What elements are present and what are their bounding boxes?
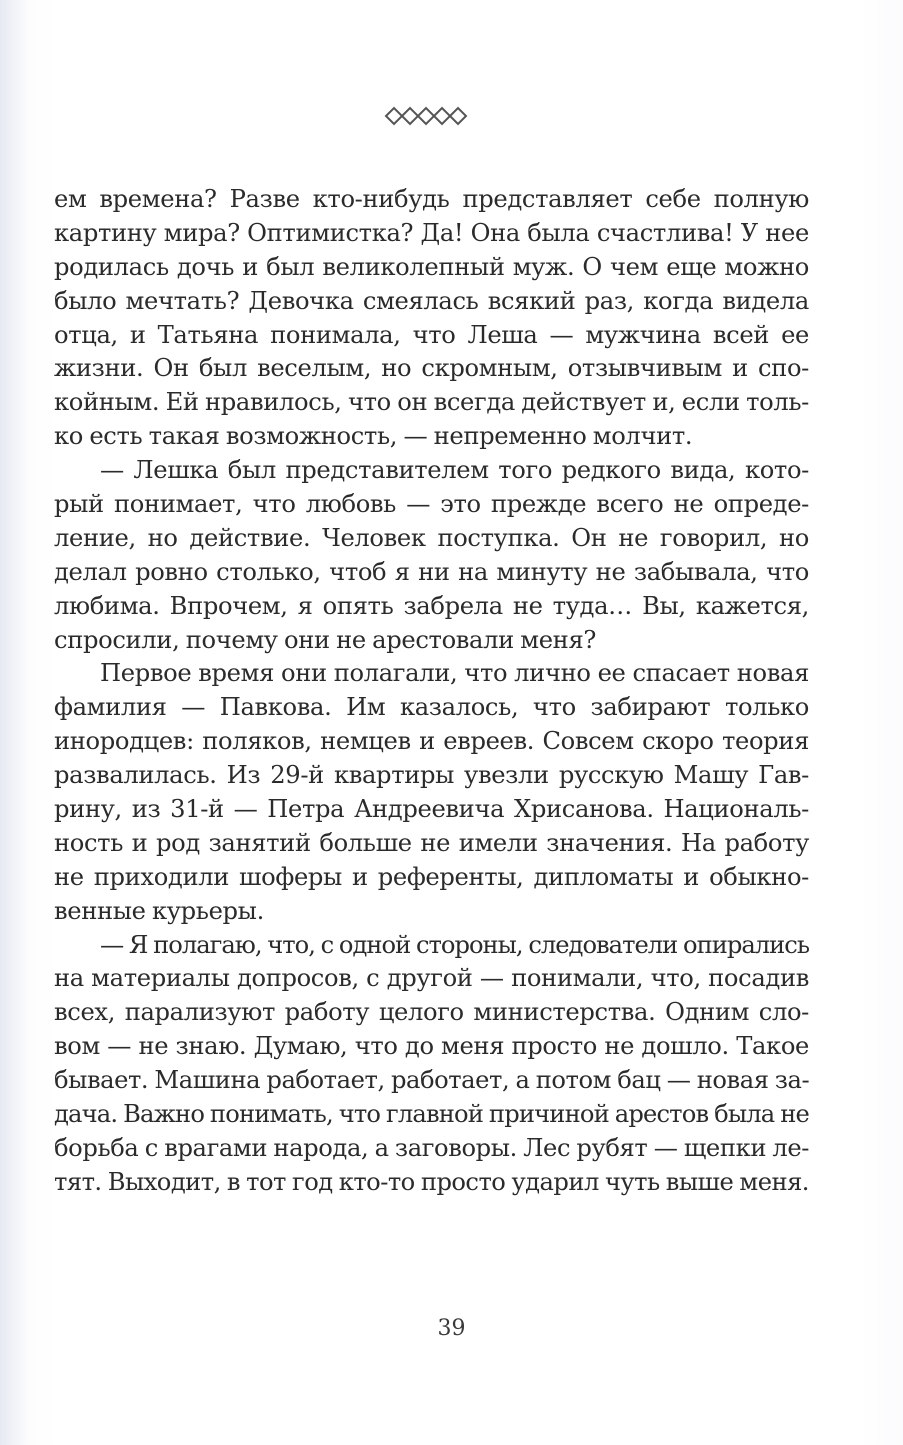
text-line: рый понимает, что любовь — это прежде всего не опреде- bbox=[54, 490, 809, 519]
text-line: венные курьеры. bbox=[54, 896, 264, 925]
text-line: любима. Впрочем, я опять забрела не туда… Вы, кажется, bbox=[54, 591, 809, 620]
text-line: на материалы допросов, с другой — понимали, что, посадив bbox=[54, 964, 809, 993]
text-line: — Лешка был представителем того редкого вида, кото- bbox=[100, 456, 809, 485]
text-line: ем времена? Разве кто-нибудь представляет себе полную bbox=[54, 185, 809, 213]
text-line: развалилась. Из 29-й квартиры увезли русскую Машу Гав- bbox=[54, 761, 809, 790]
text-line: инородцев: поляков, немцев и евреев. Совсем скоро теория bbox=[54, 727, 809, 756]
text-line: всех, парализуют работу целого министерства. Одним сло- bbox=[54, 998, 809, 1027]
text-line: отца, и Татьяна понимала, что Леша — мужчина всей ее bbox=[54, 320, 809, 349]
body-text bbox=[54, 183, 809, 1200]
text-line: ко есть такая возможность, — непременно молчит. bbox=[54, 422, 693, 451]
text-line: бывает. Машина работает, работает, а потом бац — новая за- bbox=[54, 1066, 810, 1095]
text-line: — Я полагаю, что, с одной стороны, следователи опирались bbox=[100, 930, 809, 959]
paragraph bbox=[54, 183, 809, 454]
ornament-diamond bbox=[434, 108, 450, 124]
text-line: койным. Ей нравилось, что он всегда действует и, если толь- bbox=[54, 388, 809, 417]
text-line: борьба с врагами народа, а заговоры. Лес рубят — щепки ле- bbox=[54, 1133, 810, 1162]
paragraph bbox=[54, 454, 809, 657]
text-line: родилась дочь и был великолепный муж. О чем еще можно bbox=[54, 252, 809, 281]
ornament-diamond bbox=[418, 108, 434, 124]
paragraph bbox=[54, 657, 809, 928]
text-line: вом — не знаю. Думаю, что до меня просто не дошло. Такое bbox=[54, 1032, 809, 1061]
paragraph bbox=[54, 929, 809, 1200]
text-line: делал ровно столько, чтоб я ни на минуту не забывала, что bbox=[54, 557, 809, 586]
diamond-ornament-icon bbox=[384, 104, 472, 128]
text-line: фамилия — Павкова. Им казалось, что забирают только bbox=[54, 693, 809, 722]
text-line: рину, из 31-й — Петра Андреевича Хрисанова. Националь- bbox=[54, 795, 809, 824]
page-number: 39 bbox=[437, 1316, 466, 1341]
text-line: ность и род занятий больше не имели значения. На работу bbox=[54, 828, 809, 857]
text-line: было мечтать? Девочка смеялась всякий раз, когда видела bbox=[54, 286, 809, 315]
ornament-diamond bbox=[386, 108, 402, 124]
text-line: тят. Выходит, в тот год кто-то просто ударил чуть выше меня. bbox=[54, 1167, 809, 1196]
ornament-diamond bbox=[450, 108, 466, 124]
text-line: не приходили шоферы и референты, дипломаты и обыкно- bbox=[54, 862, 809, 891]
text-line: дача. Важно понимать, что главной причиной арестов была не bbox=[54, 1100, 809, 1129]
ornament-diamond bbox=[402, 108, 418, 124]
text-line: жизни. Он был веселым, но скромным, отзывчивым и спо- bbox=[54, 354, 809, 383]
text-line: картину мира? Оптимистка? Да! Она была счастлива! У нее bbox=[54, 218, 809, 247]
text-line: ление, но действие. Человек поступка. Он не говорил, но bbox=[54, 523, 809, 552]
text-line: Первое время они полагали, что лично ее спасает новая bbox=[100, 659, 809, 688]
text-line: спросили, почему они не арестовали меня? bbox=[54, 625, 596, 654]
